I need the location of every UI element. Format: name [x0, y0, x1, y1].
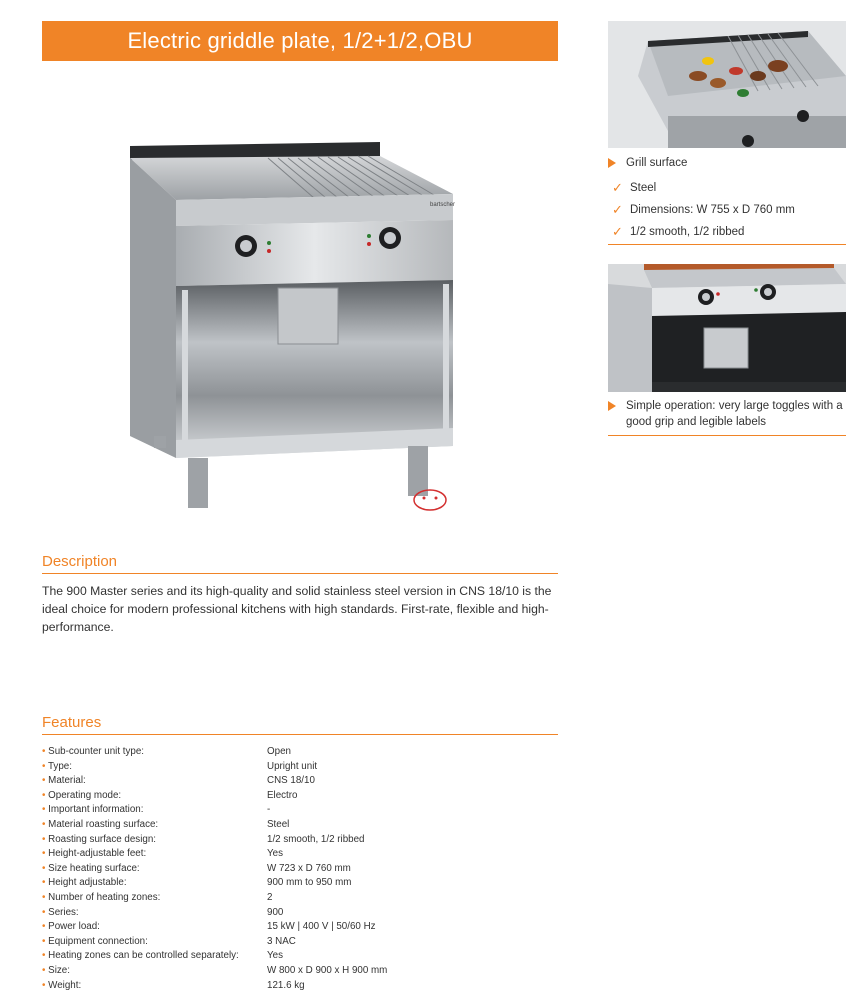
feature-row [42, 803, 562, 818]
feature-label: • Weight: [42, 979, 267, 994]
product-image-controls [608, 264, 846, 392]
check-item-text: Steel [630, 182, 657, 194]
triangle-right-icon [608, 158, 616, 168]
feature-row [42, 876, 562, 891]
feature-label: • Height adjustable: [42, 876, 267, 891]
feature-label: • Heating zones can be controlled separately: [42, 949, 267, 964]
feature-row [42, 935, 562, 950]
check-item-text: Dimensions: W 755 x D 760 mm [630, 204, 795, 216]
feature-row [42, 949, 562, 964]
description-heading: Description [42, 553, 558, 574]
feature-label: • Material roasting surface: [42, 818, 267, 833]
feature-row [42, 745, 562, 760]
operation-text: Simple operation: very large toggles with a good grip and legible labels [626, 400, 843, 428]
grill-surface-checks [608, 177, 846, 243]
feature-label: • Equipment connection: [42, 935, 267, 950]
page-title [42, 21, 558, 61]
feature-value: W 723 x D 760 mm [267, 862, 351, 874]
features-heading: Features [42, 714, 558, 735]
feature-label: • Important information: [42, 803, 267, 818]
feature-value: Upright unit [267, 760, 318, 772]
feature-row [42, 891, 562, 906]
feature-value: 2 [267, 891, 273, 903]
feature-label: • Sub-counter unit type: [42, 745, 267, 760]
divider [608, 244, 846, 245]
feature-row [42, 964, 562, 979]
feature-value: Electro [267, 789, 298, 801]
feature-value: Yes [267, 848, 283, 860]
feature-value: Yes [267, 950, 283, 962]
operation-block [608, 398, 846, 436]
feature-label: • Height-adjustable feet: [42, 847, 267, 862]
features-list [42, 745, 562, 993]
feature-value: W 800 x D 900 x H 900 mm [267, 964, 388, 976]
product-image-grill-surface [608, 21, 846, 148]
check-item [608, 221, 846, 243]
feature-value: 121.6 kg [267, 979, 305, 991]
feature-value: 15 kW | 400 V | 50/60 Hz [267, 921, 376, 933]
check-item [608, 177, 846, 199]
brand-badge: bartscher [430, 202, 456, 208]
feature-label: • Material: [42, 774, 267, 789]
feature-row [42, 906, 562, 921]
grill-surface-heading [608, 155, 846, 171]
feature-value: 900 [267, 906, 284, 918]
divider [608, 435, 846, 436]
cat-mascot-icon [414, 490, 446, 510]
product-image-main [118, 128, 468, 518]
feature-label: • Operating mode: [42, 789, 267, 804]
grill-surface-block [608, 155, 846, 245]
feature-label: • Number of heating zones: [42, 891, 267, 906]
feature-row [42, 833, 562, 848]
feature-label: • Power load: [42, 920, 267, 935]
feature-label: • Series: [42, 906, 267, 921]
feature-row [42, 862, 562, 877]
feature-row [42, 774, 562, 789]
page-title-text: Electric griddle plate, 1/2+1/2,OBU [127, 28, 473, 53]
feature-label: • Size: [42, 964, 267, 979]
feature-label: • Type: [42, 760, 267, 775]
checkmark-icon: ✓ [612, 224, 623, 239]
feature-label: • Size heating surface: [42, 862, 267, 877]
check-item-text: 1/2 smooth, 1/2 ribbed [630, 226, 745, 238]
feature-value: Steel [267, 818, 290, 830]
checkmark-icon: ✓ [612, 202, 623, 217]
triangle-right-icon [608, 401, 616, 411]
feature-value: Open [267, 746, 291, 757]
feature-row [42, 789, 562, 804]
feature-value: 900 mm to 950 mm [267, 877, 352, 889]
feature-label: • Roasting surface design: [42, 833, 267, 848]
description-text: The 900 Master series and its high-quality and solid stainless steel version in CNS 18/10 is the ideal choice for modern professional kitchens with high standards. First-rate, flexible and high-performance. [42, 584, 552, 634]
feature-row [42, 760, 562, 775]
feature-value: 3 NAC [267, 935, 296, 947]
feature-row [42, 847, 562, 862]
feature-row [42, 920, 562, 935]
feature-value: 1/2 smooth, 1/2 ribbed [267, 833, 365, 845]
operation-text-row [608, 398, 846, 430]
feature-row [42, 979, 562, 994]
feature-value: - [267, 804, 271, 816]
checkmark-icon: ✓ [612, 180, 623, 195]
check-item [608, 199, 846, 221]
feature-row [42, 818, 562, 833]
grill-surface-heading-text: Grill surface [626, 157, 688, 169]
feature-value: CNS 18/10 [267, 775, 315, 787]
